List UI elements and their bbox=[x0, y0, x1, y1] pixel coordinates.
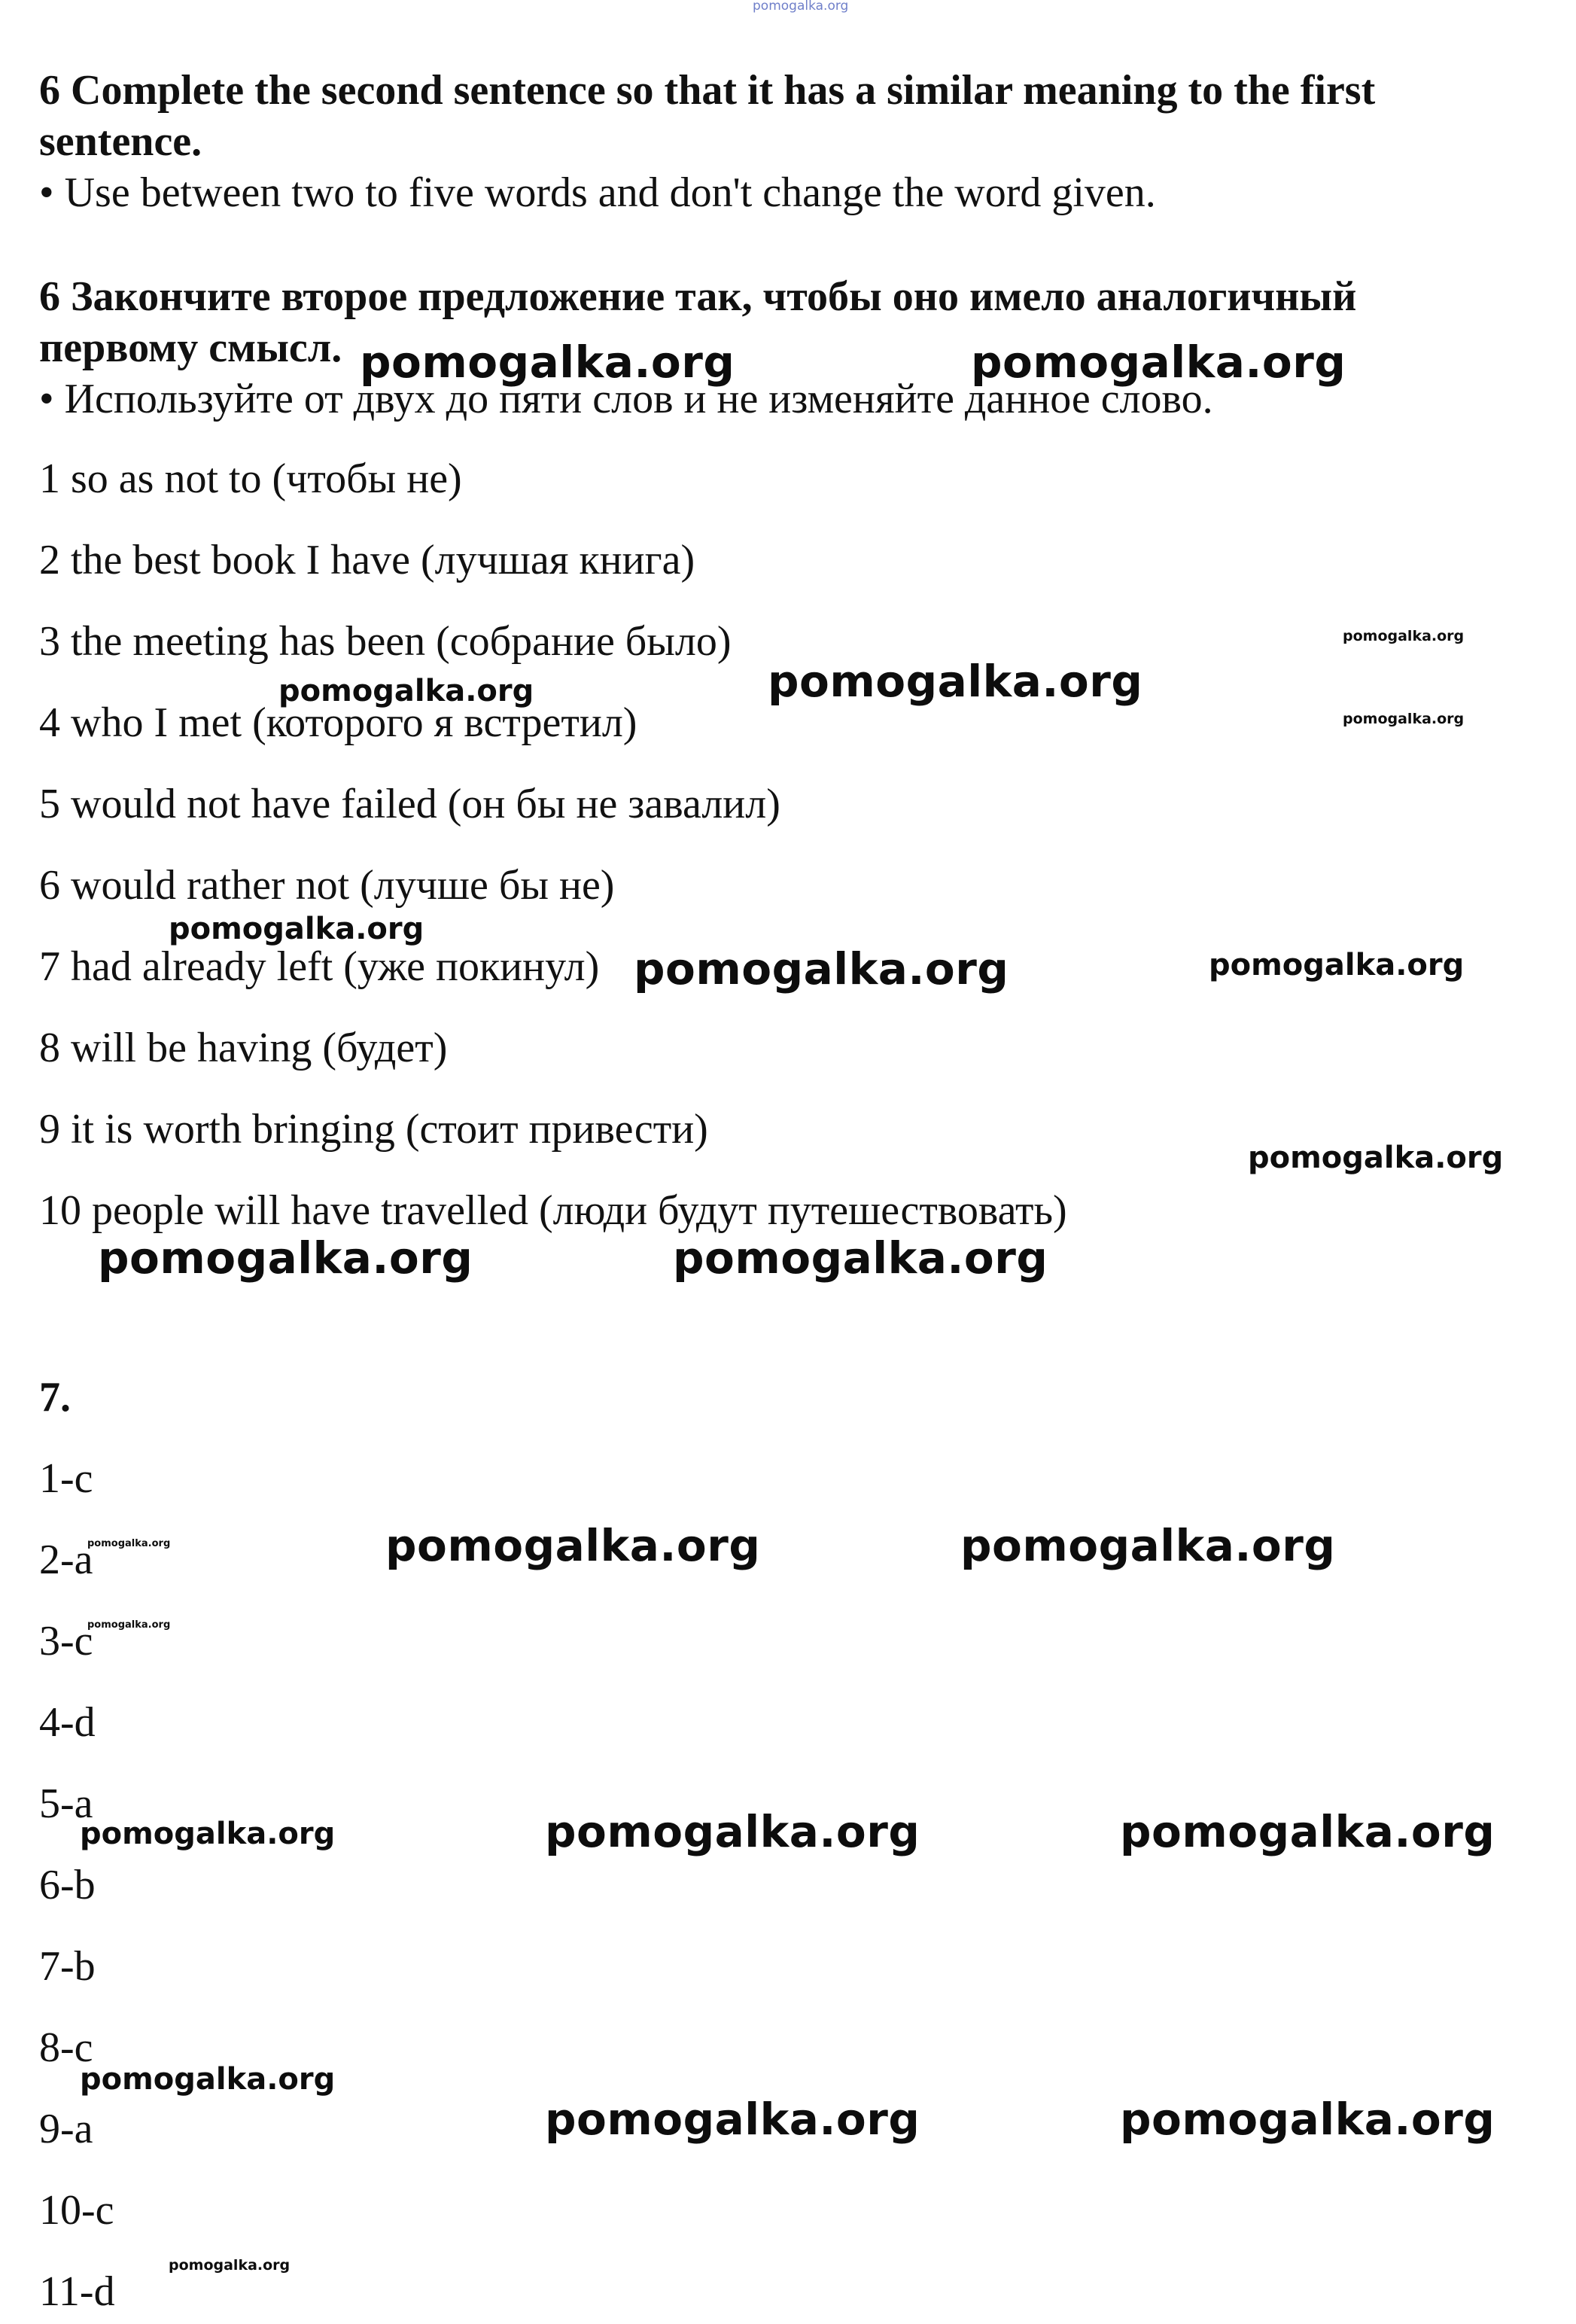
task7-answer: 6-b bbox=[39, 1862, 96, 1908]
task6-title-ru-line2: первому смысл. bbox=[39, 324, 342, 371]
watermark: pomogalka.org bbox=[768, 656, 1143, 707]
task7-answer: 1-c bbox=[39, 1455, 93, 1502]
task7-answer: 8-c bbox=[39, 2024, 93, 2071]
watermark: pomogalka.org bbox=[1209, 948, 1465, 982]
watermark: pomogalka.org bbox=[545, 2094, 920, 2145]
watermark: pomogalka.org bbox=[545, 1806, 920, 1857]
task6-title-en-line2: sentence. bbox=[39, 118, 202, 165]
task7-title: 7. bbox=[39, 1374, 71, 1421]
watermark: pomogalka.org bbox=[1120, 1806, 1495, 1857]
watermark: pomogalka.org bbox=[87, 1538, 171, 1549]
task6-answer: 9 it is worth bringing (стоит привести) bbox=[39, 1106, 708, 1153]
task7-answer: 9-a bbox=[39, 2106, 93, 2152]
watermark: pomogalka.org bbox=[673, 1232, 1048, 1284]
task7-answer: 3-c bbox=[39, 1618, 93, 1665]
task6-answer: 8 will be having (будет) bbox=[39, 1025, 448, 1071]
task6-answer: 2 the best book I have (лучшая книга) bbox=[39, 537, 695, 583]
task7-answer: 11-d bbox=[39, 2268, 115, 2315]
watermark: pomogalka.org bbox=[1248, 1141, 1504, 1175]
watermark: pomogalka.org bbox=[634, 943, 1009, 994]
task6-answer: 3 the meeting has been (собрание было) bbox=[39, 618, 732, 665]
watermark: pomogalka.org bbox=[98, 1232, 473, 1284]
task6-instruction-ru: • Используйте от двух до пяти слов и не изменяйте данное слово. bbox=[39, 376, 1213, 422]
task6-title-ru-line1: 6 Закончите второе предложение так, чтобы оно имело аналогичный bbox=[39, 273, 1357, 320]
watermark: pomogalka.org bbox=[1343, 628, 1465, 644]
task6-answer: 6 would rather not (лучше бы не) bbox=[39, 862, 615, 909]
header-watermark: pomogalka.org bbox=[753, 0, 849, 14]
task6-instruction-en: • Use between two to five words and don't change the word given. bbox=[39, 169, 1156, 216]
watermark: pomogalka.org bbox=[87, 1619, 171, 1631]
watermark: pomogalka.org bbox=[1120, 2094, 1495, 2145]
task6-answer: 4 who I met (которого я встретил) bbox=[39, 699, 637, 746]
watermark: pomogalka.org bbox=[169, 912, 424, 946]
task6-answer: 7 had already left (уже покинул) bbox=[39, 943, 600, 990]
task7-answer: 2-a bbox=[39, 1537, 93, 1583]
task7-answer: 7-b bbox=[39, 1943, 96, 1990]
watermark: pomogalka.org bbox=[971, 337, 1346, 388]
task7-answer: 5-a bbox=[39, 1780, 93, 1827]
watermark: pomogalka.org bbox=[278, 674, 534, 708]
task6-answer: 10 people will have travelled (люди будут путешествовать) bbox=[39, 1187, 1067, 1234]
watermark: pomogalka.org bbox=[960, 1520, 1336, 1571]
watermark: pomogalka.org bbox=[360, 337, 735, 388]
watermark: pomogalka.org bbox=[80, 2062, 336, 2097]
task7-answer: 10-c bbox=[39, 2187, 114, 2234]
task7-answer: 4-d bbox=[39, 1699, 96, 1746]
watermark: pomogalka.org bbox=[80, 1817, 336, 1851]
watermark: pomogalka.org bbox=[169, 2257, 291, 2274]
watermark: pomogalka.org bbox=[1343, 711, 1465, 727]
task6-title-en-line1: 6 Complete the second sentence so that it has a similar meaning to the first bbox=[39, 67, 1376, 114]
task6-answer: 1 so as not to (чтобы не) bbox=[39, 455, 462, 502]
watermark: pomogalka.org bbox=[385, 1520, 761, 1571]
task6-answer: 5 would not have failed (он бы не завалил) bbox=[39, 781, 780, 827]
